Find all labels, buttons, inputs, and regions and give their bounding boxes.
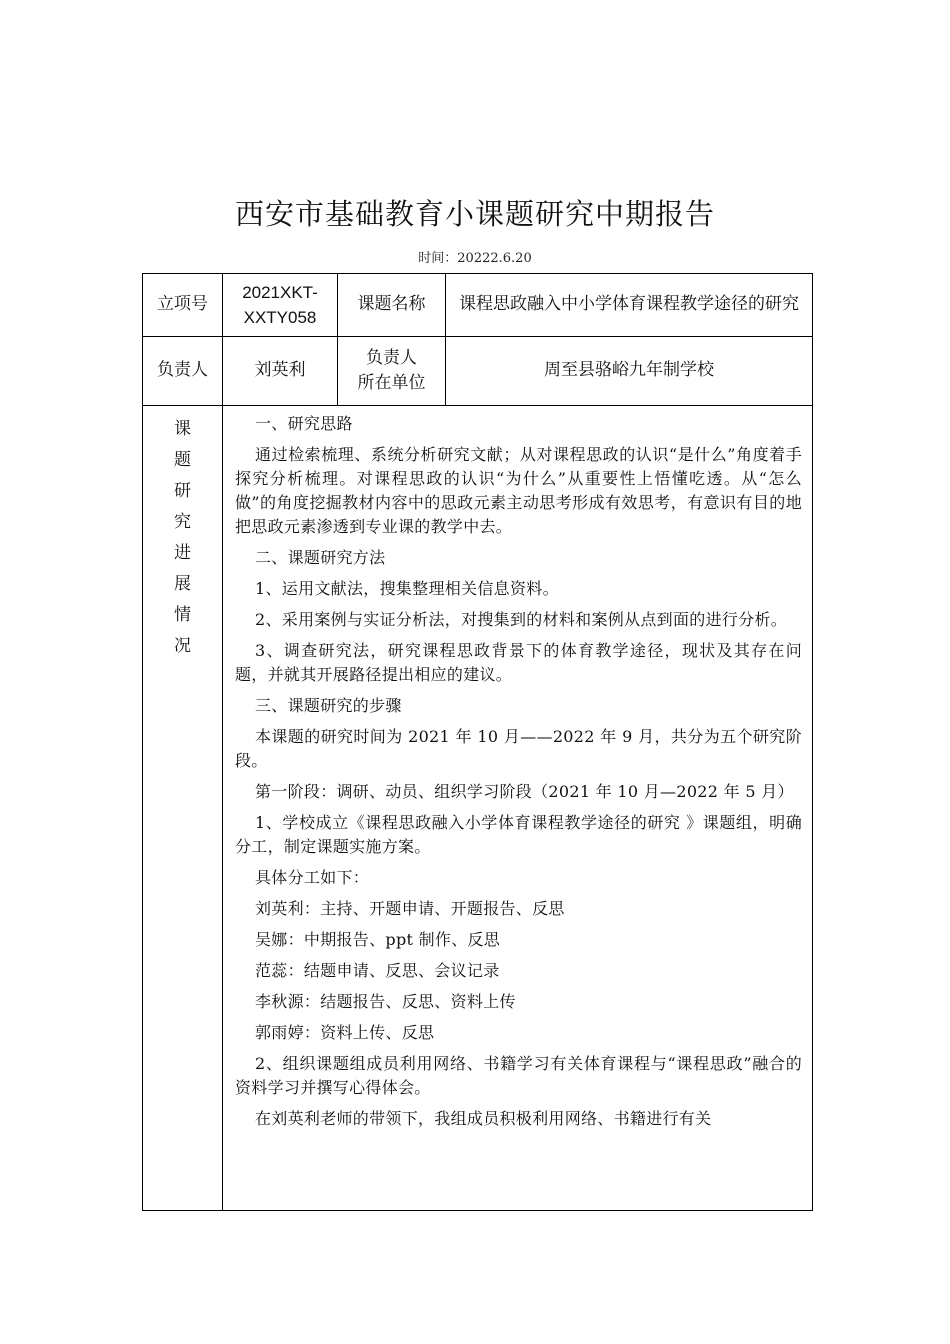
leader-label: 负责人 xyxy=(143,337,223,406)
paragraph: 2、组织课题组成员利用网络、书籍学习有关体育课程与“课程思政”融合的资料学习并撰写心得体会。 xyxy=(235,1054,802,1097)
paragraph: 本课题的研究时间为 2021 年 10 月——2022 年 9 月，共分为五个研究阶段。 xyxy=(235,727,802,770)
table-row-leader xyxy=(143,337,813,406)
section-heading: 一、研究思路 xyxy=(255,414,353,433)
member-duty: 吴娜：中期报告、ppt 制作、反思 xyxy=(255,930,501,949)
paragraph: 第一阶段：调研、动员、组织学习阶段（2021 年 10 月—2022 年 5 月） xyxy=(255,782,794,801)
progress-label-char: 展 xyxy=(174,574,191,594)
topic-name-value: 课程思政融入中小学体育课程教学途径的研究 xyxy=(446,274,813,337)
paragraph: 3、调查研究法，研究课程思政背景下的体育教学途径，现状及其存在问题，并就其开展路径提出相应的建议。 xyxy=(235,641,802,684)
member-duty: 刘英利：主持、开题申请、开题报告、反思 xyxy=(255,899,565,918)
progress-label xyxy=(143,406,223,1211)
paragraph: 具体分工如下： xyxy=(255,868,370,887)
progress-label-char: 研 xyxy=(174,481,191,501)
progress-label-char: 进 xyxy=(174,543,191,563)
paragraph: 1、运用文献法，搜集整理相关信息资料。 xyxy=(255,579,559,598)
leader-unit-value: 周至县骆峪九年制学校 xyxy=(446,337,813,406)
paragraph: 通过检索梳理、系统分析研究文献；从对课程思政的认识“是什么”角度着手探究分析梳理。对课程思政的认识“为什么”从重要性上悟懂吃透。从“怎么做”的角度挖掘教材内容中的思政元素主动思考形成有效思考，有意识有目的地把思政元素渗透到专业课的教学中去。 xyxy=(235,445,802,536)
report-title: 西安市基础教育小课题研究中期报告 xyxy=(234,197,715,231)
member-duty: 范蕊：结题申请、反思、会议记录 xyxy=(255,961,500,980)
leader-unit-label xyxy=(338,337,446,406)
project-number-label: 立项号 xyxy=(143,274,223,337)
project-number-line1: 2021XKT- xyxy=(242,282,318,302)
table-row-project xyxy=(143,274,813,337)
progress-content xyxy=(223,406,813,1211)
progress-label-char: 题 xyxy=(174,450,191,470)
section-heading: 三、课题研究的步骤 xyxy=(255,696,402,715)
member-duty: 郭雨婷：资料上传、反思 xyxy=(255,1023,435,1042)
project-number-value xyxy=(223,274,338,337)
table-row-progress xyxy=(143,406,813,1211)
section-heading: 二、课题研究方法 xyxy=(255,548,386,567)
leader-unit-label-line1: 负责人 xyxy=(366,347,417,368)
report-table xyxy=(142,273,813,1211)
progress-label-char: 况 xyxy=(174,636,191,656)
paragraph: 在刘英利老师的带领下，我组成员积极利用网络、书籍进行有关 xyxy=(255,1109,712,1128)
paragraph: 2、采用案例与实证分析法，对搜集到的材料和案例从点到面的进行分析。 xyxy=(255,610,788,629)
leader-unit-label-line2: 所在单位 xyxy=(357,373,426,393)
paragraph: 1、学校成立《课程思政融入小学体育课程教学途径的研究 》课题组，明确分工，制定课题实施方案。 xyxy=(235,813,802,856)
leader-value: 刘英利 xyxy=(223,337,338,406)
project-number-line2: XXTY058 xyxy=(243,308,317,327)
report-date: 时间：20222.6.20 xyxy=(418,251,532,266)
progress-label-char: 情 xyxy=(174,605,191,625)
progress-label-char: 课 xyxy=(174,419,191,439)
topic-name-label: 课题名称 xyxy=(338,274,446,337)
member-duty: 李秋源：结题报告、反思、资料上传 xyxy=(255,992,516,1011)
progress-label-char: 究 xyxy=(174,512,191,532)
